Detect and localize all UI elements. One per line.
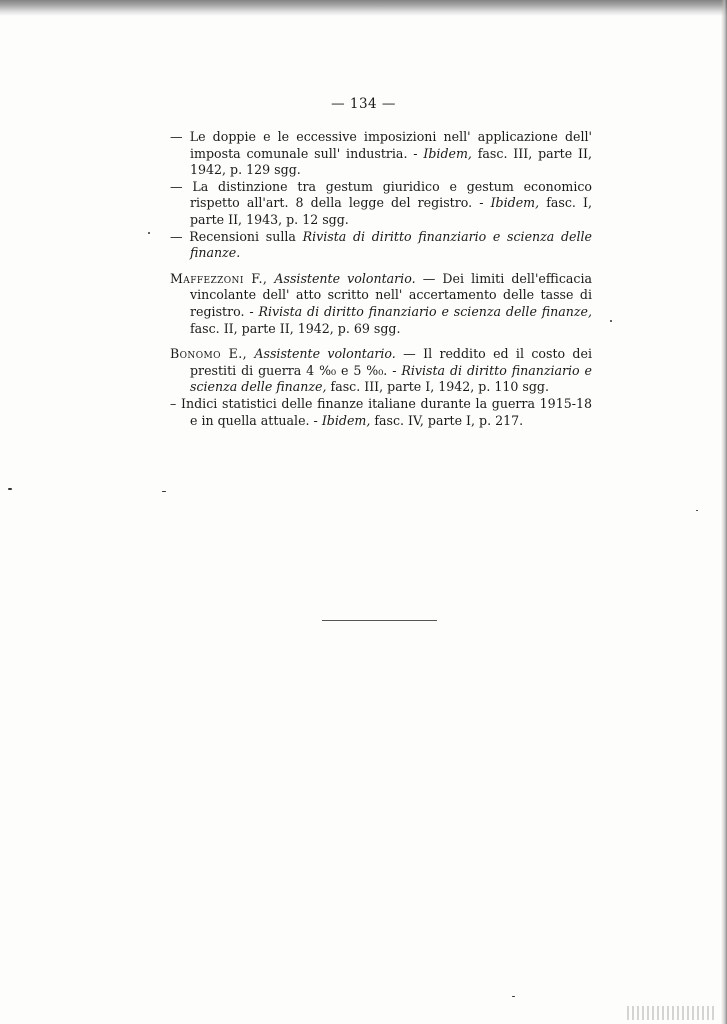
bibliography-entry: — Recensioni sulla Rivista di diritto finanziario e scienza delle finanze. [170, 228, 593, 261]
scan-speck [8, 488, 12, 490]
scan-right-edge [721, 0, 727, 1024]
scan-speck [512, 996, 515, 997]
scan-speck [148, 232, 150, 234]
bibliography-list [170, 129, 592, 429]
scan-top-edge [0, 0, 727, 16]
bibliography-entry: — Le doppie e le eccessive imposizioni nell' applicazione dell' imposta comunale sull' industria. - Ibidem, fasc. III, parte II, 1942, p. 129 sgg. [170, 129, 592, 178]
bibliography-entry: – Indici statistici delle finanze italiane durante la guerra 1915-18 e in quella attuale. - Ibidem, fasc. IV, parte I, p. 217. [170, 395, 592, 428]
author-name: Maffezzoni F., [170, 270, 268, 286]
section-divider [322, 620, 437, 621]
page-number: — 134 — [331, 96, 396, 112]
author-entry-bonomo: Bonomo E., Assistente volontario. — Il reddito ed il costo dei prestiti di guerra 4 %₀ e 5 %₀. - Rivista di diritto finanziario e scienza delle finanze, fasc. III, parte I, 1942, p. 110 sgg. [170, 346, 592, 395]
author-name: Bonomo E., [170, 346, 248, 362]
scan-speck [162, 491, 166, 492]
scan-speck [696, 510, 698, 511]
author-entry-maffezzoni: Maffezzoni F., Assistente volontario. — Dei limiti dell'efficacia vincolante dell' atto scritto nell' accertamento delle tasse di registro. - Rivista di diritto finanziario e scienza delle finanze, fasc. II, parte II, 1942, p. 69 sgg. [170, 270, 592, 336]
bibliography-entry: — La distinzione tra gestum giuridico e gestum economico rispetto all'art. 8 della legge del registro. - Ibidem, fasc. I, parte II, 1943, p. 12 sgg. [170, 178, 592, 227]
author-role: Assistente volontario. [274, 270, 416, 286]
scan-corner-noise [627, 1006, 717, 1020]
scan-speck [610, 320, 612, 322]
author-role: Assistente volontario. [254, 346, 396, 362]
